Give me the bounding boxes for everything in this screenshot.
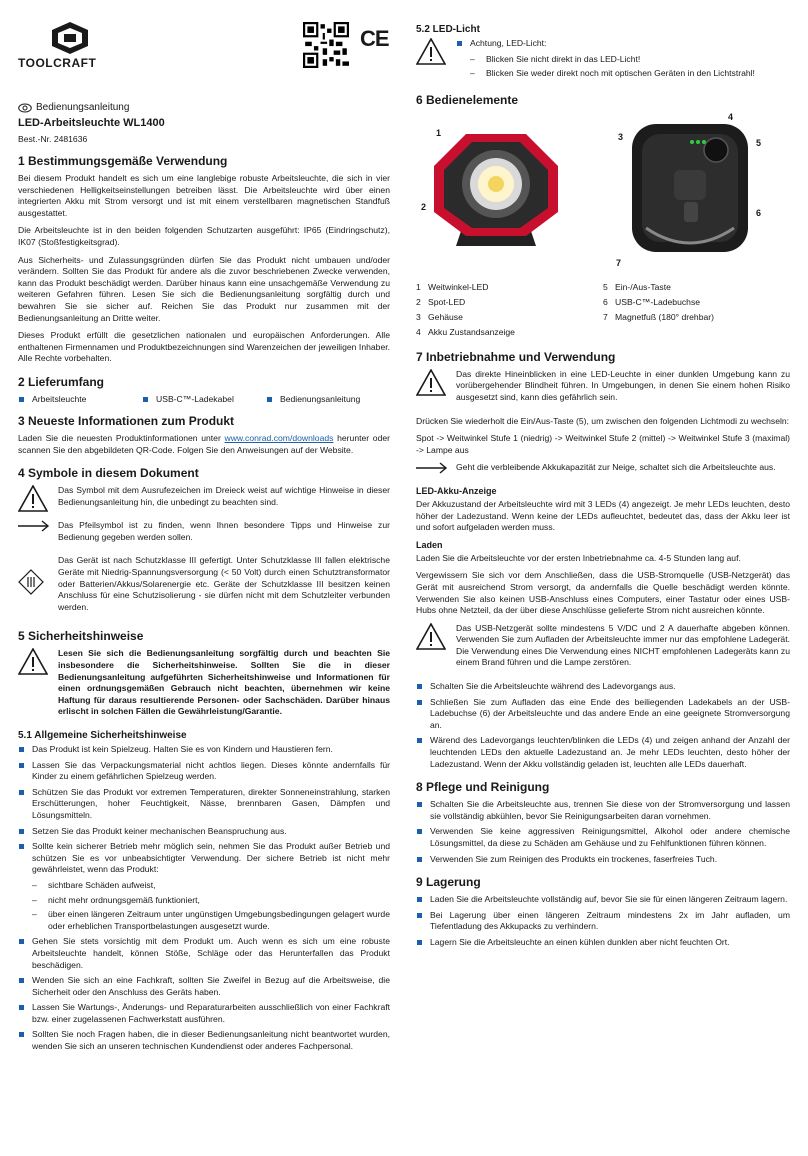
led-caution-row: [416, 38, 790, 83]
delivery-item: Bedienungsanleitung: [266, 394, 390, 404]
callout-4: 4: [728, 111, 734, 122]
legend-item: 3 Gehäuse: [416, 311, 463, 322]
list-item: Sollte kein sicherer Betrieb mehr möglich sein, nehmen Sie das Produkt außer Betrieb und schützen Sie es vor unbeabsichtigter Verwendung. Der sichere Betrieb ist nicht mehr gewährleistet, wenn das Produkt:: [18, 841, 390, 876]
symbol-warning-row: Das Symbol mit dem Ausrufezeichen im Dreieck weist auf wichtige Hinweise in dieser Bedienungsanleitung hin, die unbedingt zu beachten sind.: [18, 485, 390, 514]
s7-warning-row: Das direkte Hineinblicken in eine LED-Leuchte in einer dunklen Umgebung kann zu vorübergehender Blindheit führen. In Umgebungen, in denen Sie einem hohen Risiko ausgesetzt sind, kann dies gefährlich sein.: [416, 369, 790, 410]
list-item: Verwenden Sie zum Reinigen des Produkts ein trockenes, faserfreies Tuch.: [416, 854, 790, 866]
order-number: Best.-Nr. 2481636: [18, 134, 88, 144]
symbol-class3-row: Das Gerät ist nach Schutzklasse III gefertigt. Unter Schutzklasse III fallen elektrische Geräte mit Niedrig-Spannungsversorgung (< 50 Volt) durch einen Schutztransformator oder Batterien/Akkus/Solarenergie etc. Geräte der Schutzklasse III besitzen keinen Anschluss für eine Schutzisolierung - sie dürfen nicht mit dem Schutzleiter verbunden werden.: [18, 555, 390, 619]
product-title: LED-Arbeitsleuchte WL1400: [18, 117, 165, 129]
legend-item: 4 Akku Zustandsanzeige: [416, 326, 515, 337]
section-3-title: 3 Neueste Informationen zum Produkt: [18, 413, 235, 428]
s1-p3: Aus Sicherheits- und Zulassungsgründen dürfen Sie das Produkt nicht umbauen und/oder verändern. Sollten Sie das Produkt für andere als die zuvor beschriebenen Zwecke verwenden, kann das Produkt beschädigt werden. Darüber hinaus kann eine unsachgemäße Verwendung zu weiteren Gefahren führen. Lesen Sie sich die Bedienungsanleitung sorgfältig durch und bewahren Sie sie sicher auf. Reichen Sie das Produkt nur zusammen mit der Bedienungsanleitung an Dritte weiter.: [18, 254, 390, 323]
charging-list: [416, 681, 790, 770]
protection-class-3-icon: [18, 569, 44, 595]
callout-2: 2: [421, 201, 427, 212]
section-1-title: 1 Bestimmungsgemäße Verwendung: [18, 154, 228, 168]
list-item: Verwenden Sie keine aggressiven Reinigungsmittel, Alkohol oder andere chemische Lösungsmittel, da diese zu Schäden am Gehäuse und zu Fehlfunktionen führen können.: [416, 826, 790, 849]
section-5-title: 5 Sicherheitshinweise: [18, 629, 144, 644]
left-column: [18, 0, 390, 1057]
product-images: [416, 112, 790, 274]
arrow-icon: [18, 520, 50, 532]
delivery-item: USB-C™-Ladekabel: [142, 394, 266, 404]
legend-item: 5 Ein-/Aus-Taste: [603, 281, 671, 292]
list-item: Das Produkt ist kein Spielzeug. Halten Sie es von Kindern und Haustieren fern.: [18, 744, 390, 756]
delivery-list: [18, 394, 390, 404]
storage-list: [416, 894, 790, 948]
safety-list-continued: [18, 936, 390, 1052]
list-item: Lassen Sie das Verpackungsmaterial nicht achtlos liegen. Dieses könnte andernfalls für Kinder zu einem gefährlichen Spielzeug werden.: [18, 760, 390, 783]
warning-icon: [416, 623, 446, 650]
care-list: [416, 799, 790, 865]
s1-p1: Bei diesem Produkt handelt es sich um eine langlebige robuste Arbeitsleuchte, die sich in vier verschiedenen Helligkeitseinstellungen betreiben lässt. Die Arbeitsleuchte wird über einen integrierten Akku mit Strom versorgt und ist mit einem verstellbaren magnetischen Standfuß ausgestattet.: [18, 173, 390, 218]
callout-1: 1: [436, 127, 442, 138]
s3-text: Laden Sie die neuesten Produktinformationen unter www.conrad.com/downloads herunter oder scannen Sie den abgebildeten QR-Code. Folgen Sie den Anweisungen auf der Website.: [18, 432, 391, 455]
eye-icon: [18, 103, 32, 113]
legend-item: 2 Spot-LED: [416, 296, 466, 307]
callout-6: 6: [756, 207, 762, 218]
brand-name: TOOLCRAFT: [18, 56, 97, 70]
list-item: Setzen Sie das Produkt keiner mechanischen Beanspruchung aus.: [18, 826, 390, 838]
lamp-front-image: [426, 126, 566, 256]
list-item: Lagern Sie die Arbeitsleuchte an einen kühlen dunklen aber nicht feuchten Ort.: [416, 937, 790, 949]
list-item: – über einen längeren Zeitraum unter ungünstigen Umgebungsbedingungen gelagert wurde oder erheblichen Transportbelastungen ausgesetzt wurde.: [32, 909, 390, 931]
s7-p1: Drücken Sie wiederholt die Ein/Aus-Taste (5), um zwischen den folgenden Lichtmodi zu wechseln:: [416, 415, 790, 426]
arrow-icon: [416, 462, 448, 474]
safety-sublist: [18, 880, 390, 932]
laden-text-1: Laden Sie die Arbeitsleuchte vor der ersten Inbetriebnahme ca. 4-5 Stunden lang auf.: [416, 552, 741, 563]
lamp-back-image: [626, 118, 754, 258]
list-item: – nicht mehr ordnungsgemäß funktioniert,: [32, 894, 200, 905]
callout-5: 5: [756, 137, 762, 148]
legend-item: 1 Weitwinkel-LED: [416, 281, 489, 292]
list-item: Laden Sie die Arbeitsleuchte vollständig auf, bevor Sie sie für einen längeren Zeitraum lagern.: [416, 894, 790, 906]
akku-title: LED-Akku-Anzeige: [416, 485, 497, 496]
laden-title: Laden: [416, 539, 443, 550]
section-4-title: 4 Symbole in diesem Dokument: [18, 466, 199, 481]
safety-list: [18, 744, 390, 876]
section-9-title: 9 Lagerung: [416, 875, 481, 890]
callout-3: 3: [618, 131, 624, 142]
toolcraft-logo-icon: [50, 22, 90, 54]
list-item: Gehen Sie stets vorsichtig mit dem Produkt um. Auch wenn es sich um eine robuste Arbeitsleuchte handelt, können Stöße, Schläge oder das Herunterfallen das Produkt beschädigen.: [18, 936, 390, 971]
header-area: [18, 0, 390, 102]
warning-icon: [416, 369, 446, 396]
laden-text-2: Vergewissern Sie sich vor dem Anschließen, dass die USB-Stromquelle (USB-Netzgerät) das Gerät mit ausreichend Strom versorgt, da andernfalls die Quelle beschädigt werden könnte. Verwenden Sie also keinen USB-Anschluss eines Computers, einer Tastatur oder eines USB-Hubs ohne Netzteil, da der über diese Anschlüsse gelieferte Strom nicht ausreichen könnte.: [416, 570, 790, 616]
s1-p2: Die Arbeitsleuchte ist in den beiden folgenden Schutzarten ausgeführt: IP65 (Eindringschutz), IK07 (Stoßfestigkeitsgrad).: [18, 225, 390, 247]
list-item: Schalten Sie die Arbeitsleuchte aus, trennen Sie diese von der Stromversorgung und lassen sie vollständig abkühlen, bevor Sie Reinigungsarbeiten daran vornehmen.: [416, 799, 790, 822]
right-column: [416, 20, 790, 953]
list-item: Schließen Sie zum Aufladen das eine Ende des beiliegenden Ladekabels an der USB-Ladebuchse (6) der Arbeitsleuchte und das andere Ende an eine geeignete Stromversorgung an.: [416, 697, 790, 732]
list-item: Wärend des Ladevorgangs leuchten/blinken die LEDs (4) und zeigen anhand der Anzahl der leuchtenden LEDs den aktuelle Ladezustand an. Je mehr LEDs leuchten, desto höher der Ladezustand. Wenn der Akku vollständig geladen ist, leuchten alle LEDs dauerhaft.: [416, 735, 790, 770]
section-6-title: 6 Bedienelemente: [416, 92, 519, 107]
controls-legend: [416, 280, 790, 340]
callout-7: 7: [616, 257, 622, 268]
list-item: Wenden Sie sich an eine Fachkraft, sollten Sie Zweifel in Bezug auf die Arbeitsweise, die Sicherheit oder den Anschluss des Geräts haben.: [18, 975, 390, 998]
section-2-title: 2 Lieferumfang: [18, 374, 105, 389]
list-item: Schützen Sie das Produkt vor extremen Temperaturen, direkter Sonneneinstrahlung, starken Erschütterungen, hoher Feuchtigkeit, Nässe, brennbaren Gasen, Dämpfen und Lösungsmitteln.: [18, 787, 390, 822]
section-5-1-title: 5.1 Allgemeine Sicherheitshinweise: [18, 730, 187, 741]
legend-left: [416, 280, 603, 340]
s7-p2: Spot -> Weitwinkel Stufe 1 (niedrig) -> Weitwinkel Stufe 2 (mittel) -> Weitwinkel Stufe 3 (maximal) -> Lampe aus: [416, 433, 790, 455]
warning-icon: [18, 648, 48, 675]
s7-warning2-row: Das USB-Netzgerät sollte mindestens 5 V/DC und 2 A dauerhafte abgeben können. Verwenden Sie zum Aufladen der Arbeitsleuchte immer nur das empfohlene Ladegerät. Die Verwendung eines Die Verwendung eines NICHT empfohlenen Ladegeräts kann zu einem Brand führen und die Lampe zerstören.: [416, 623, 790, 675]
safety-intro-row: Lesen Sie sich die Bedienungsanleitung sorgfältig durch und beachten Sie insbesondere die Sicherheitshinweise. Sollten Sie die in dieser Bedienungsanleitung aufgeführten Sicherheitshinweise und Informationen für einen ordnungsgemäßen Gebrauch nicht beachten, übernehmen wir keine Haftung für daraus resultierende Personen- oder Sachschäden. Darüber hinaus erlischt in solchen Fällen die Gewährleistung/Garantie.: [18, 648, 390, 724]
list-item: Schalten Sie die Arbeitsleuchte während des Ladevorgangs aus.: [416, 681, 790, 693]
list-item: Sollten Sie noch Fragen haben, die in dieser Bedienungsanleitung nicht beantwortet wurden, wenden Sie sich an unseren technischen Kundendienst oder anderes Fachpersonal.: [18, 1029, 390, 1052]
list-item: Bei Lagerung über einen längeren Zeitraum mindestens 2x im Jahr aufladen, um Tiefentladung des Akkupacks zu verhindern.: [416, 910, 790, 933]
legend-item: 6 USB-C™-Ladebuchse: [603, 296, 701, 307]
ce-mark: CE: [360, 26, 389, 51]
manual-label-row: [18, 102, 390, 113]
list-item: – Blicken Sie weder direkt noch mit optischen Geräten in den Lichtstrahl!: [470, 68, 755, 79]
qr-code-icon: [303, 22, 349, 68]
manual-label: Bedienungsanleitung: [36, 102, 130, 113]
akku-text: Der Akkuzustand der Arbeitsleuchte wird mit 3 LEDs (4) angezeigt. Je mehr LEDs leuchten, desto höher der Ladezustand. Wenn keine der LEDs aufleuchtet, bedeutet das, dass der Akku leer ist und sofort aufgeladen werden muss.: [416, 498, 790, 533]
toolcraft-logo: [18, 22, 138, 70]
list-item: Lassen Sie Wartungs-, Änderungs- und Reparaturarbeiten ausschließlich von einer Fachkraft bzw. einer zugelassenen Fachwerkstatt ausführen.: [18, 1002, 390, 1025]
list-item: Achtung, LED-Licht:: [456, 38, 790, 50]
list-item: – sichtbare Schäden aufweist,: [32, 879, 156, 890]
legend-right: [603, 280, 790, 340]
symbol-arrow-row: Das Pfeilsymbol ist zu finden, wenn Ihnen besondere Tipps und Hinweise zur Bedienung gegeben werden sollen.: [18, 520, 390, 549]
section-5-2-title: 5.2 LED-Licht: [416, 24, 480, 35]
warning-icon: [416, 38, 446, 65]
warning-icon: [18, 485, 48, 512]
download-link[interactable]: www.conrad.com/downloads: [224, 432, 334, 443]
s1-p4: Dieses Produkt erfüllt die gesetzlichen nationalen und europäischen Anforderungen. Alle enthaltenen Firmennamen und Produktbezeichnungen sind Warenzeichen der jeweiligen Inhaber. Alle Rechte vorbehalten.: [18, 330, 390, 364]
s7-arrow-row: Geht die verbleibende Akkukapazität zur Neige, schaltet sich die Arbeitsleuchte aus.: [416, 462, 790, 480]
legend-item: 7 Magnetfuß (180° drehbar): [603, 311, 714, 322]
section-8-title: 8 Pflege und Reinigung: [416, 780, 550, 795]
section-7-title: 7 Inbetriebnahme und Verwendung: [416, 349, 616, 364]
delivery-item: Arbeitsleuchte: [18, 394, 142, 404]
list-item: – Blicken Sie nicht direkt in das LED-Licht!: [470, 53, 641, 64]
